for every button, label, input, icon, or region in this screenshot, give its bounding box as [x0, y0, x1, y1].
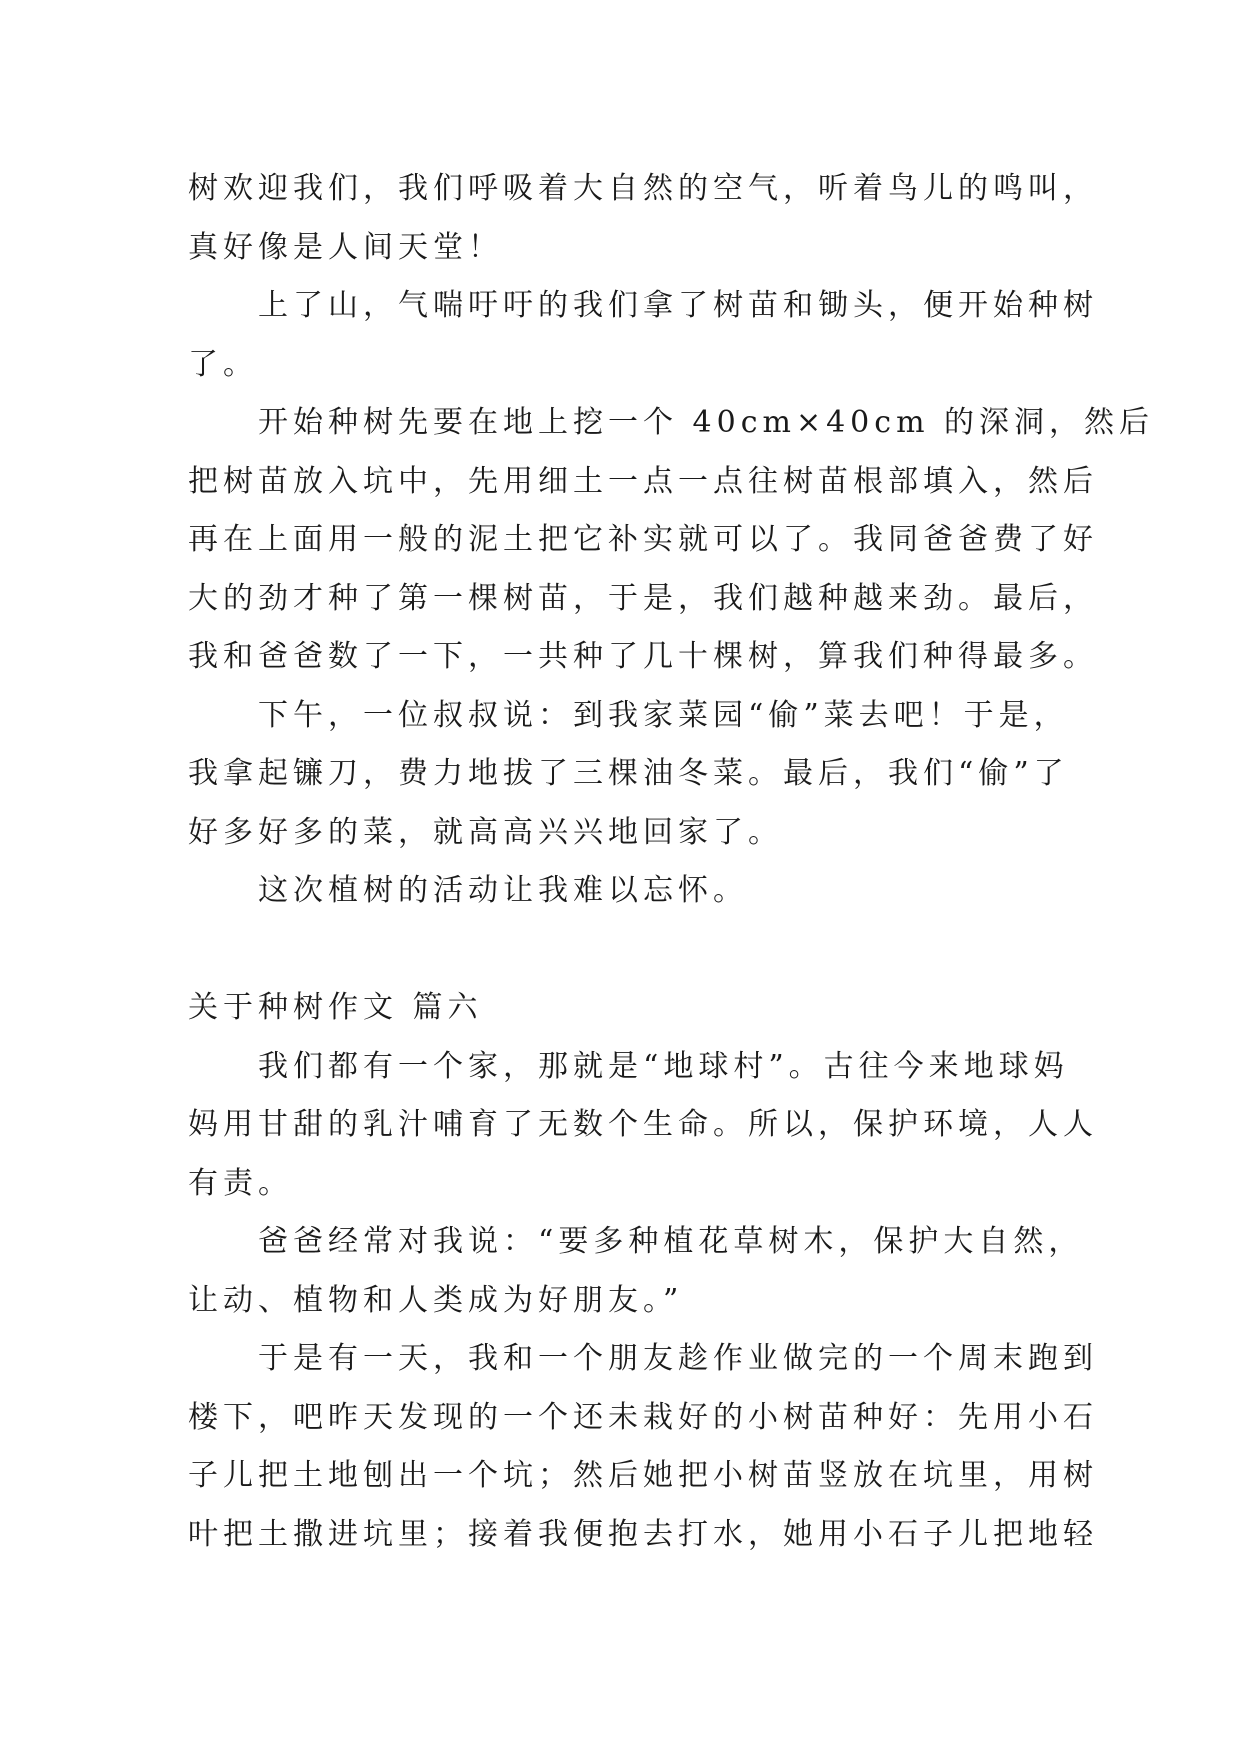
text-line: 楼下，吧昨天发现的一个还未栽好的小树苗种好：先用小石 — [188, 1399, 1098, 1435]
text-line: 让动、植物和人类成为好朋友。” — [188, 1282, 684, 1318]
paragraph-start: 开始种树先要在地上挖一个 40cm×40cm 的深洞，然后 — [258, 405, 1155, 440]
paragraph-start: 这次植树的活动让我难以忘怀。 — [258, 873, 748, 908]
document-body — [188, 160, 1155, 1564]
paragraph-start: 下午，一位叔叔说：到我家菜园“偷”菜去吧！于是， — [258, 697, 1069, 733]
text-line: 把树苗放入坑中，先用细土一点一点往树苗根部填入，然后 — [188, 463, 1098, 499]
paragraph-start: 于是有一天，我和一个朋友趁作业做完的一个周末跑到 — [258, 1341, 1098, 1376]
text-line: 了。 — [188, 346, 258, 382]
text-line: 大的劲才种了第一棵树苗，于是，我们越种越来劲。最后， — [188, 580, 1098, 616]
text-line: 我拿起镰刀，费力地拔了三棵油冬菜。最后，我们“偷”了 — [188, 756, 1069, 791]
text-line: 妈用甘甜的乳汁哺育了无数个生命。所以，保护环境，人人 — [188, 1107, 1098, 1142]
text-line: 叶把土撒进坑里；接着我便抱去打水，她用小石子儿把地轻 — [188, 1516, 1098, 1552]
section-heading: 关于种树作文 篇六 — [188, 990, 483, 1025]
text-line: 好多好多的菜，就高高兴兴地回家了。 — [188, 814, 783, 850]
text-line: 树欢迎我们，我们呼吸着大自然的空气，听着鸟儿的鸣叫， — [188, 171, 1098, 206]
text-line: 有责。 — [188, 1165, 293, 1201]
paragraph-start: 上了山，气喘吁吁的我们拿了树苗和锄头，便开始种树 — [258, 288, 1098, 323]
text-line: 真好像是人间天堂！ — [188, 229, 503, 265]
text-line: 子儿把土地刨出一个坑；然后她把小树苗竖放在坑里，用树 — [188, 1458, 1098, 1493]
section-gap — [188, 921, 1068, 980]
text-line: 我和爸爸数了一下，一共种了几十棵树，算我们种得最多。 — [188, 639, 1098, 674]
text-line: 再在上面用一般的泥土把它补实就可以了。我同爸爸费了好 — [188, 522, 1098, 557]
paragraph-start: 我们都有一个家，那就是“地球村”。古往今来地球妈 — [258, 1048, 1069, 1084]
paragraph-start: 爸爸经常对我说：“要多种植花草树木，保护大自然， — [258, 1224, 1084, 1259]
